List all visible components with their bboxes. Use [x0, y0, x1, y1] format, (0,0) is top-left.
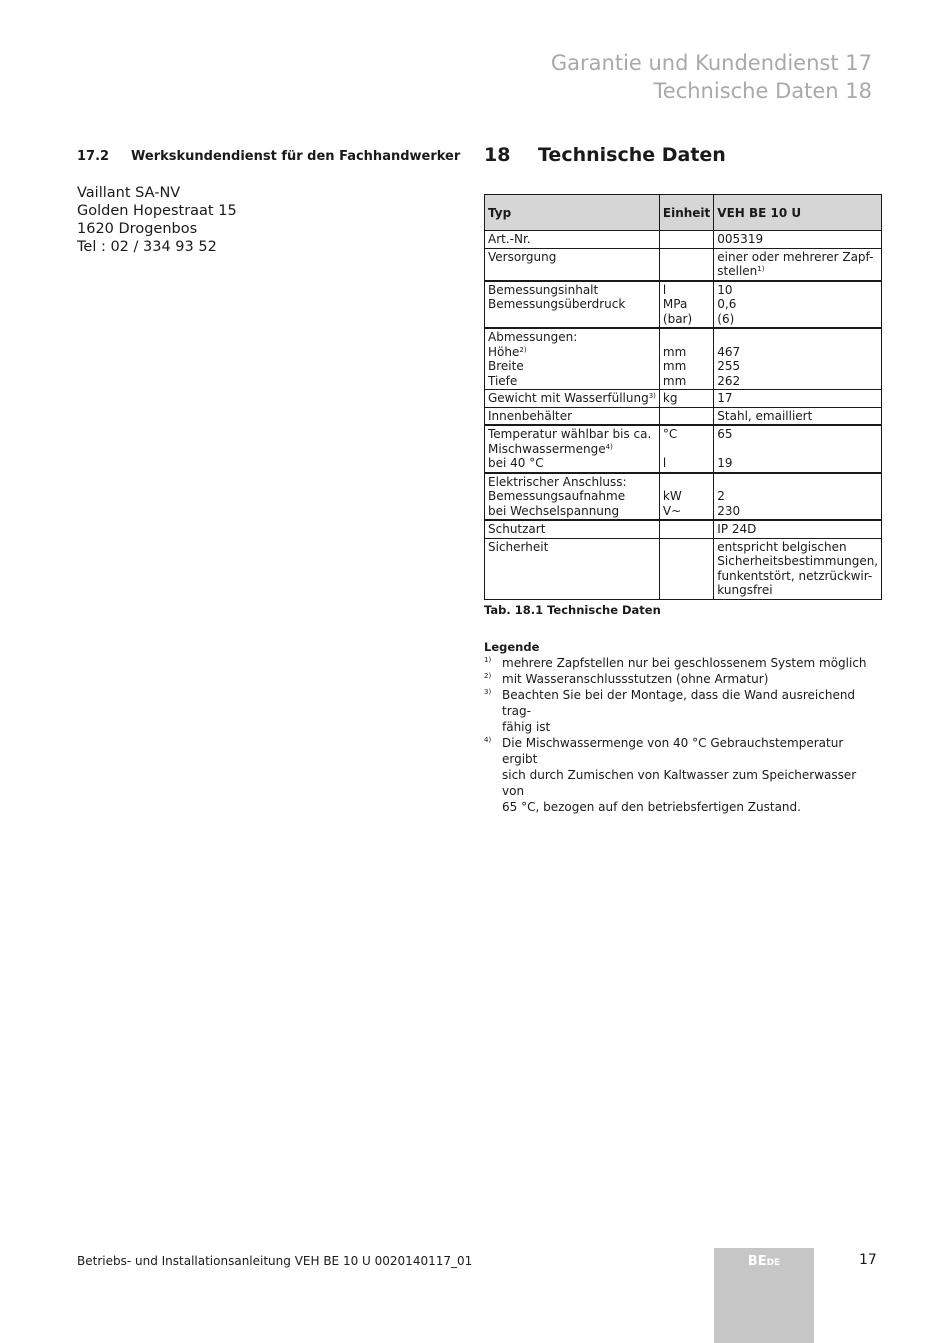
cell-typ: [485, 425, 660, 473]
cell-line: Sicherheitsbestimmungen,: [717, 554, 879, 568]
cell-value: [714, 538, 882, 599]
cell-line: 262: [717, 373, 741, 388]
cell-line: Mischwassermenge$^{4)}$: [488, 441, 613, 456]
address-line: Vaillant SA-NV: [77, 185, 181, 201]
cell-typ: [485, 231, 660, 249]
language-code-main: BE: [747, 1254, 767, 1269]
legend-text: mit Wasseranschlussstutzen (ohne Armatur): [502, 672, 769, 686]
cell-line: Versorgung: [488, 249, 557, 264]
cell-value: [714, 248, 882, 281]
cell-line: °C: [662, 427, 678, 441]
cell-einheit: [659, 231, 713, 249]
section-number-17-2: 17.2: [77, 149, 110, 164]
cell-typ: [485, 248, 660, 281]
cell-line: l: [662, 282, 667, 297]
address-line: Tel : 02 / 334 93 52: [77, 239, 217, 255]
service-address: [77, 184, 237, 256]
cell-line: Breite: [488, 359, 524, 373]
table-row: [485, 473, 882, 521]
legend-text: sich durch Zumischen von Kaltwasser zum Speicherwasser von: [502, 768, 857, 798]
table-row: [485, 425, 882, 473]
cell-line: bei Wechselspannung: [488, 503, 620, 518]
cell-line: [663, 330, 710, 345]
legend-title: Legende: [484, 640, 540, 654]
language-code: [714, 1254, 814, 1269]
legend-text: fähig ist: [502, 720, 551, 734]
address-line: Golden Hopestraat 15: [77, 203, 237, 219]
footnote-marker: 1): [484, 656, 492, 664]
cell-line: Bemessungsüberdruck: [488, 297, 626, 311]
cell-line: mm: [662, 344, 687, 359]
table-header-row: [485, 195, 882, 231]
cell-line: einer oder mehrerer Zapf-: [717, 249, 874, 264]
cell-line: entspricht belgischen: [717, 539, 847, 554]
footnote-marker: 2): [484, 672, 492, 680]
table-caption: Tab. 18.1 Technische Daten: [484, 603, 661, 617]
column-header-typ: Typ: [485, 195, 660, 231]
cell-value: [714, 473, 882, 521]
cell-typ: [485, 473, 660, 521]
cell-value: [714, 520, 882, 538]
cell-line: Art.-Nr.: [488, 232, 531, 246]
cell-line: IP 24D: [717, 522, 757, 536]
cell-line: funkentstört, netzrückwir-: [717, 568, 873, 583]
cell-typ: [485, 538, 660, 599]
footnote-reference: 1): [757, 265, 765, 273]
cell-einheit: [659, 538, 713, 599]
cell-line: 19: [717, 456, 733, 470]
cell-line: Temperatur wählbar bis ca.: [488, 427, 652, 441]
cell-einheit: [659, 281, 713, 329]
technical-data-table: [484, 194, 882, 600]
cell-line: Stahl, emailliert: [717, 408, 813, 423]
cell-line: 65: [717, 427, 733, 441]
footer-document-title: Betriebs- und Installationsanleitung VEH BE 10 U 0020140117_01: [77, 1254, 473, 1268]
table-row: [485, 281, 882, 329]
table-row: [485, 538, 882, 599]
legend-item: [484, 655, 874, 671]
cell-line: Höhe$^{2)}$: [488, 344, 527, 359]
cell-value: [714, 328, 882, 390]
legend-item: [484, 687, 874, 735]
cell-line: Tiefe: [488, 373, 518, 388]
cell-line: [717, 442, 878, 457]
cell-line: Elektrischer Anschluss:: [488, 474, 627, 489]
table-row: [485, 520, 882, 538]
cell-line: Abmessungen:: [488, 330, 578, 344]
legend-item: [484, 671, 874, 687]
legend-item: [484, 735, 874, 815]
address-line: 1620 Drogenbos: [77, 221, 198, 237]
cell-line: kg: [662, 391, 678, 405]
cell-value: [714, 390, 882, 408]
cell-line: [717, 330, 878, 345]
cell-typ: [485, 390, 660, 408]
cell-einheit: [659, 407, 713, 425]
column-header-model: VEH BE 10 U: [714, 195, 882, 231]
cell-einheit: [659, 390, 713, 408]
cell-line: [663, 522, 710, 537]
cell-line: 0,6: [717, 297, 737, 311]
footnote-reference: 4): [605, 442, 613, 451]
cell-line: 10: [717, 282, 733, 297]
table-row: [485, 390, 882, 408]
cell-line: kW: [662, 489, 682, 503]
cell-line: Bemessungsinhalt: [488, 282, 599, 297]
cell-line: V~: [662, 503, 682, 518]
cell-line: [663, 250, 710, 265]
cell-line: [663, 540, 710, 555]
cell-line: MPa: [662, 297, 688, 311]
cell-line: bei 40 °C: [488, 456, 544, 470]
chapter-title-18: Technische Daten: [538, 144, 726, 166]
cell-value: [714, 231, 882, 249]
cell-line: mm: [662, 373, 687, 388]
cell-line: 230: [717, 503, 741, 518]
cell-einheit: [659, 328, 713, 390]
cell-line: [663, 409, 710, 424]
cell-line: 2: [717, 489, 725, 503]
language-code-sub: DE: [766, 1258, 781, 1268]
legend-text: Beachten Sie bei der Montage, dass die Wand ausreichend trag-: [502, 688, 856, 718]
cell-typ: [485, 520, 660, 538]
cell-line: mm: [662, 359, 687, 373]
legend-text: Die Mischwassermenge von 40 °C Gebrauchstemperatur ergibt: [502, 736, 844, 766]
cell-line: stellen$^{1)}$: [717, 264, 765, 278]
cell-line: (bar): [662, 311, 693, 326]
cell-einheit: [659, 520, 713, 538]
cell-line: [663, 475, 710, 490]
cell-line: Gewicht mit Wasserfüllung$^{3)}$: [488, 391, 656, 405]
table-row: [485, 328, 882, 390]
footnote-reference: 2): [519, 345, 527, 354]
cell-line: l: [662, 456, 667, 470]
cell-line: (6): [717, 311, 735, 326]
header-chapter-18: Technische Daten 18: [653, 79, 872, 103]
section-title-17-2: Werkskundendienst für den Fachhandwerker: [131, 149, 461, 164]
legend-text: 65 °C, bezogen auf den betriebsfertigen Zustand.: [502, 800, 801, 814]
legend-text: mehrere Zapfstellen nur bei geschlossenem System möglich: [502, 656, 867, 670]
footnote-marker: 3): [484, 688, 492, 696]
legend-list: [484, 655, 874, 815]
cell-typ: [485, 281, 660, 329]
cell-line: 005319: [717, 232, 764, 246]
table-row: [485, 407, 882, 425]
cell-line: Schutzart: [488, 522, 546, 536]
table-row: [485, 248, 882, 281]
cell-line: 255: [717, 359, 741, 373]
chapter-number-18: 18: [484, 144, 511, 166]
footnote-reference: 3): [648, 392, 656, 400]
cell-line: Bemessungsaufnahme: [488, 489, 626, 503]
cell-value: [714, 425, 882, 473]
page-number: 17: [859, 1252, 877, 1268]
cell-typ: [485, 407, 660, 425]
footnote-marker: 4): [484, 736, 492, 744]
cell-line: [663, 232, 710, 247]
table-row: [485, 231, 882, 249]
cell-line: Sicherheit: [488, 539, 549, 554]
cell-einheit: [659, 473, 713, 521]
cell-line: [663, 442, 710, 457]
cell-line: 467: [717, 344, 741, 359]
column-header-einheit: Einheit: [659, 195, 713, 231]
cell-value: [714, 281, 882, 329]
cell-value: [714, 407, 882, 425]
cell-einheit: [659, 425, 713, 473]
cell-line: [717, 475, 878, 490]
cell-line: kungsfrei: [717, 583, 773, 597]
cell-typ: [485, 328, 660, 390]
cell-line: 17: [717, 391, 733, 405]
header-chapter-17: Garantie und Kundendienst 17: [550, 51, 872, 75]
language-tab: [714, 1248, 814, 1343]
cell-line: Innenbehälter: [488, 408, 573, 423]
cell-einheit: [659, 248, 713, 281]
